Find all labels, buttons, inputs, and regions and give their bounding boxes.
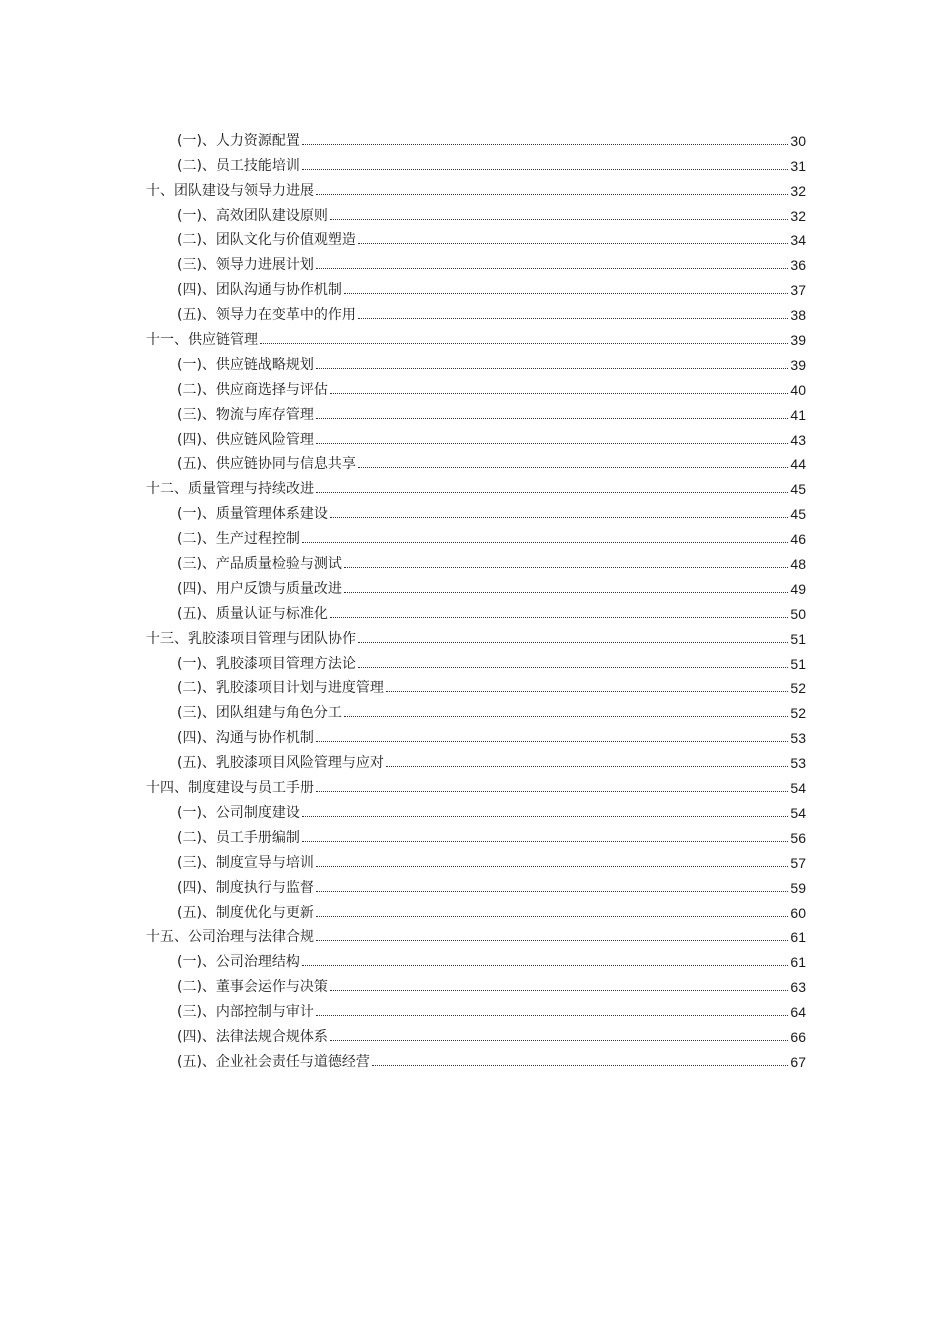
toc-dot-leader: [386, 766, 788, 767]
toc-entry-title: (三)、制度宣导与培训: [177, 854, 314, 871]
toc-dot-leader: [302, 965, 788, 966]
toc-entry-title: (一)、公司治理结构: [177, 954, 300, 971]
toc-page-number: 67: [790, 1053, 806, 1070]
toc-entry-title: (二)、员工手册编制: [177, 829, 300, 846]
toc-dot-leader: [316, 866, 788, 867]
toc-dot-leader: [316, 492, 788, 493]
toc-entry[interactable]: [146, 1021, 806, 1046]
toc-page-number: 53: [790, 730, 806, 747]
toc-dot-leader: [344, 567, 788, 568]
toc-page-number: 57: [790, 854, 806, 871]
toc-dot-leader: [302, 144, 788, 145]
toc-entry-title: (三)、内部控制与审计: [177, 1004, 314, 1021]
toc-entry-title: (四)、法律法规合规体系: [177, 1028, 328, 1045]
toc-entry-title: (二)、乳胶漆项目计划与进度管理: [177, 680, 384, 697]
toc-entry[interactable]: [146, 648, 806, 673]
toc-entry-title: 十一、供应链管理: [146, 332, 258, 349]
toc-page-number: 41: [790, 406, 806, 423]
toc-entry-title: (四)、用户反馈与质量改进: [177, 580, 342, 597]
toc-entry-title: (四)、供应链风险管理: [177, 431, 314, 448]
toc-dot-leader: [372, 1065, 788, 1066]
toc-dot-leader: [302, 841, 788, 842]
toc-dot-leader: [330, 219, 788, 220]
toc-entry[interactable]: [146, 548, 806, 573]
toc-entry[interactable]: [146, 822, 806, 847]
toc-page-number: 39: [790, 356, 806, 373]
toc-page-number: 66: [790, 1028, 806, 1045]
toc-page-number: 51: [790, 655, 806, 672]
toc-dot-leader: [330, 990, 788, 991]
toc-entry-title: (五)、领导力在变革中的作用: [177, 307, 356, 324]
toc-dot-leader: [344, 716, 788, 717]
toc-entry[interactable]: [146, 922, 806, 947]
toc-entry-title: (二)、员工技能培训: [177, 157, 300, 174]
toc-dot-leader: [316, 891, 788, 892]
toc-entry-title: (二)、董事会运作与决策: [177, 979, 328, 996]
toc-page-number: 52: [790, 680, 806, 697]
toc-entry[interactable]: [146, 299, 806, 324]
toc-entry[interactable]: [146, 872, 806, 897]
toc-dot-leader: [316, 741, 788, 742]
toc-dot-leader: [316, 418, 788, 419]
toc-page-number: 30: [790, 132, 806, 149]
table-of-contents: [146, 125, 806, 1071]
toc-page-number: 32: [790, 207, 806, 224]
toc-entry-title: 十五、公司治理与法律合规: [146, 929, 314, 946]
toc-page-number: 53: [790, 755, 806, 772]
toc-entry-title: (一)、质量管理体系建设: [177, 506, 328, 523]
toc-dot-leader: [386, 691, 788, 692]
toc-dot-leader: [302, 816, 788, 817]
toc-entry-title: (二)、生产过程控制: [177, 531, 300, 548]
toc-dot-leader: [330, 1040, 788, 1041]
toc-entry[interactable]: [146, 523, 806, 548]
toc-page-number: 44: [790, 456, 806, 473]
toc-entry-title: (三)、团队组建与角色分工: [177, 705, 342, 722]
toc-page-number: 61: [790, 929, 806, 946]
toc-entry[interactable]: [146, 498, 806, 523]
toc-entry[interactable]: [146, 673, 806, 698]
toc-entry[interactable]: [146, 747, 806, 772]
toc-dot-leader: [330, 517, 788, 518]
toc-entry[interactable]: [146, 772, 806, 797]
toc-dot-leader: [316, 194, 788, 195]
toc-entry[interactable]: [146, 996, 806, 1021]
toc-page-number: 48: [790, 556, 806, 573]
toc-entry[interactable]: [146, 274, 806, 299]
toc-dot-leader: [316, 916, 788, 917]
toc-page-number: 46: [790, 531, 806, 548]
toc-page-number: 49: [790, 580, 806, 597]
toc-dot-leader: [302, 169, 788, 170]
toc-entry-title: (三)、产品质量检验与测试: [177, 556, 342, 573]
toc-page-number: 56: [790, 829, 806, 846]
toc-dot-leader: [316, 791, 788, 792]
toc-page-number: 45: [790, 481, 806, 498]
toc-page-number: 37: [790, 282, 806, 299]
toc-entry-title: (二)、团队文化与价值观塑造: [177, 232, 356, 249]
toc-entry-title: (一)、供应链战略规划: [177, 356, 314, 373]
toc-dot-leader: [358, 667, 788, 668]
toc-entry[interactable]: [146, 598, 806, 623]
toc-entry-title: (三)、领导力进展计划: [177, 257, 314, 274]
toc-entry-title: (五)、质量认证与标准化: [177, 605, 328, 622]
toc-page-number: 50: [790, 605, 806, 622]
toc-entry-title: (一)、人力资源配置: [177, 132, 300, 149]
toc-entry-title: (五)、供应链协同与信息共享: [177, 456, 356, 473]
toc-dot-leader: [344, 293, 788, 294]
toc-dot-leader: [260, 343, 788, 344]
toc-entry[interactable]: [146, 1046, 806, 1071]
toc-entry[interactable]: [146, 349, 806, 374]
toc-dot-leader: [316, 443, 788, 444]
toc-entry[interactable]: [146, 897, 806, 922]
toc-entry[interactable]: [146, 573, 806, 598]
toc-page-number: 54: [790, 780, 806, 797]
toc-page-number: 43: [790, 431, 806, 448]
toc-entry-title: (四)、沟通与协作机制: [177, 730, 314, 747]
toc-entry[interactable]: [146, 449, 806, 474]
toc-page-number: 39: [790, 332, 806, 349]
toc-entry[interactable]: [146, 971, 806, 996]
toc-page-number: 64: [790, 1004, 806, 1021]
toc-entry-title: (一)、高效团队建设原则: [177, 207, 328, 224]
toc-entry[interactable]: [146, 175, 806, 200]
toc-entry[interactable]: [146, 150, 806, 175]
toc-page-number: 60: [790, 904, 806, 921]
toc-entry[interactable]: [146, 200, 806, 225]
toc-entry[interactable]: [146, 847, 806, 872]
toc-dot-leader: [316, 368, 788, 369]
toc-page-number: 31: [790, 157, 806, 174]
toc-entry[interactable]: [146, 722, 806, 747]
toc-entry[interactable]: [146, 374, 806, 399]
toc-entry-title: (五)、乳胶漆项目风险管理与应对: [177, 755, 384, 772]
toc-dot-leader: [344, 592, 788, 593]
toc-entry[interactable]: [146, 797, 806, 822]
toc-page-number: 40: [790, 381, 806, 398]
toc-entry[interactable]: [146, 324, 806, 349]
toc-entry[interactable]: [146, 424, 806, 449]
toc-entry-title: (四)、团队沟通与协作机制: [177, 282, 342, 299]
toc-entry-title: (四)、制度执行与监督: [177, 879, 314, 896]
toc-entry[interactable]: [146, 697, 806, 722]
toc-dot-leader: [358, 243, 788, 244]
toc-entry-title: (五)、企业社会责任与道德经营: [177, 1053, 370, 1070]
toc-entry-title: 十、团队建设与领导力进展: [146, 182, 314, 199]
toc-entry[interactable]: [146, 249, 806, 274]
toc-dot-leader: [358, 318, 788, 319]
toc-entry[interactable]: [146, 125, 806, 150]
toc-entry-title: 十三、乳胶漆项目管理与团队协作: [146, 630, 356, 647]
toc-page-number: 63: [790, 979, 806, 996]
toc-entry-title: 十四、制度建设与员工手册: [146, 780, 314, 797]
toc-page-number: 34: [790, 232, 806, 249]
toc-page-number: 59: [790, 879, 806, 896]
toc-page-number: 45: [790, 506, 806, 523]
toc-entry-title: (三)、物流与库存管理: [177, 406, 314, 423]
toc-dot-leader: [358, 467, 788, 468]
toc-entry[interactable]: [146, 399, 806, 424]
toc-entry[interactable]: [146, 225, 806, 250]
toc-dot-leader: [316, 268, 788, 269]
toc-page-number: 51: [790, 630, 806, 647]
toc-page-number: 36: [790, 257, 806, 274]
toc-page-number: 54: [790, 804, 806, 821]
toc-dot-leader: [302, 542, 788, 543]
toc-entry[interactable]: [146, 946, 806, 971]
toc-entry-title: (二)、供应商选择与评估: [177, 381, 328, 398]
toc-dot-leader: [358, 642, 788, 643]
toc-entry-title: (五)、制度优化与更新: [177, 904, 314, 921]
toc-entry-title: 十二、质量管理与持续改进: [146, 481, 314, 498]
toc-dot-leader: [316, 1015, 788, 1016]
toc-dot-leader: [330, 393, 788, 394]
toc-entry-title: (一)、乳胶漆项目管理方法论: [177, 655, 356, 672]
toc-page-number: 38: [790, 307, 806, 324]
toc-dot-leader: [330, 617, 788, 618]
toc-entry[interactable]: [146, 623, 806, 648]
toc-entry-title: (一)、公司制度建设: [177, 804, 300, 821]
toc-dot-leader: [316, 940, 788, 941]
toc-page-number: 52: [790, 705, 806, 722]
toc-page-number: 61: [790, 954, 806, 971]
toc-page-number: 32: [790, 182, 806, 199]
toc-entry[interactable]: [146, 473, 806, 498]
